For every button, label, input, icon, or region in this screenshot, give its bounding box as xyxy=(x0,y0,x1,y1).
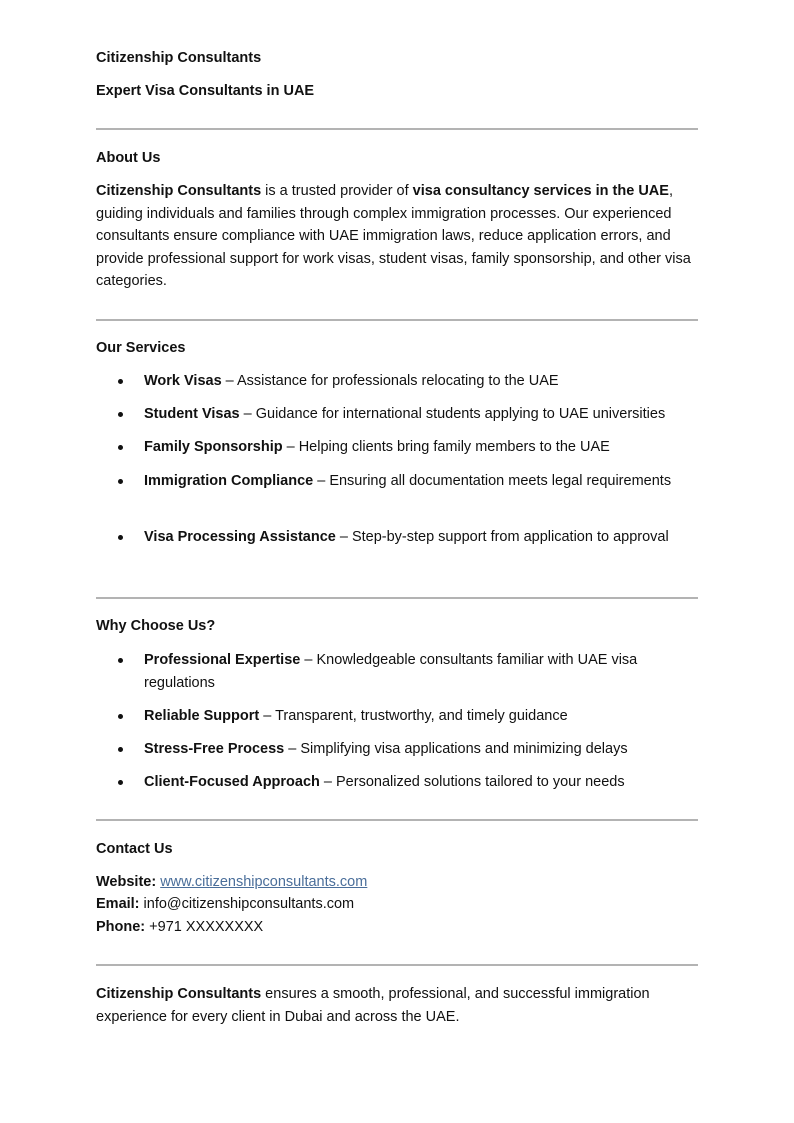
bullet-icon xyxy=(118,535,123,540)
list-item: Reliable Support – Transparent, trustworthy, and timely guidance xyxy=(96,705,698,728)
phone-value: +971 XXXXXXXX xyxy=(149,919,264,935)
list-item: Work Visas – Assistance for professionals relocating to the UAE xyxy=(96,370,698,393)
bullet-icon xyxy=(118,780,123,785)
list-item: Student Visas – Guidance for international students applying to UAE universities xyxy=(96,403,698,426)
about-brand: Citizenship Consultants xyxy=(96,183,262,199)
divider xyxy=(96,597,698,599)
bullet-icon xyxy=(118,445,123,450)
email-value: info@citizenshipconsultants.com xyxy=(143,896,355,912)
list-item: Immigration Compliance – Ensuring all documentation meets legal requirements xyxy=(96,470,698,493)
why-heading: Why Choose Us? xyxy=(96,618,216,634)
contact-email: Email: info@citizenshipconsultants.com xyxy=(96,896,355,912)
website-link[interactable]: www.citizenshipconsultants.com xyxy=(160,874,368,890)
bullet-icon xyxy=(118,412,123,417)
bullet-icon xyxy=(118,658,123,663)
tagline: Expert Visa Consultants in UAE xyxy=(96,83,315,99)
closing-brand: Citizenship Consultants xyxy=(96,986,262,1002)
company-name: Citizenship Consultants xyxy=(96,50,262,66)
closing-paragraph: Citizenship Consultants ensures a smooth, professional, and successful immigration experience for every client in Dubai and across the UAE. xyxy=(96,986,650,1025)
divider xyxy=(96,964,698,966)
bullet-icon xyxy=(118,379,123,384)
list-item: Family Sponsorship – Helping clients bring family members to the UAE xyxy=(96,436,698,459)
bullet-icon xyxy=(118,479,123,484)
list-item: Client-Focused Approach – Personalized solutions tailored to your needs xyxy=(96,771,698,794)
list-item: Stress-Free Process – Simplifying visa applications and minimizing delays xyxy=(96,738,698,761)
divider xyxy=(96,819,698,821)
bullet-icon xyxy=(118,747,123,752)
divider xyxy=(96,128,698,130)
divider xyxy=(96,319,698,321)
about-paragraph: Citizenship Consultants is a trusted provider of visa consultancy services in the UAE, guiding individuals and families through complex immigration processes. Our experienced consultants ensure compliance with UAE immigration laws, reduce application errors, and provide professional support for work visas, student visas, family sponsorship, and other visa categories. xyxy=(96,183,691,290)
about-heading: About Us xyxy=(96,150,161,166)
list-item: Visa Processing Assistance – Step-by-step support from application to approval xyxy=(96,526,698,549)
list-item: Professional Expertise – Knowledgeable consultants familiar with UAE visa regulations xyxy=(96,649,698,694)
about-highlight: visa consultancy services in the UAE xyxy=(412,183,669,199)
contact-heading: Contact Us xyxy=(96,841,173,857)
contact-phone: Phone: +971 XXXXXXXX xyxy=(96,919,264,935)
contact-website: Website: www.citizenshipconsultants.com xyxy=(96,874,368,890)
bullet-icon xyxy=(118,714,123,719)
services-heading: Our Services xyxy=(96,340,186,356)
